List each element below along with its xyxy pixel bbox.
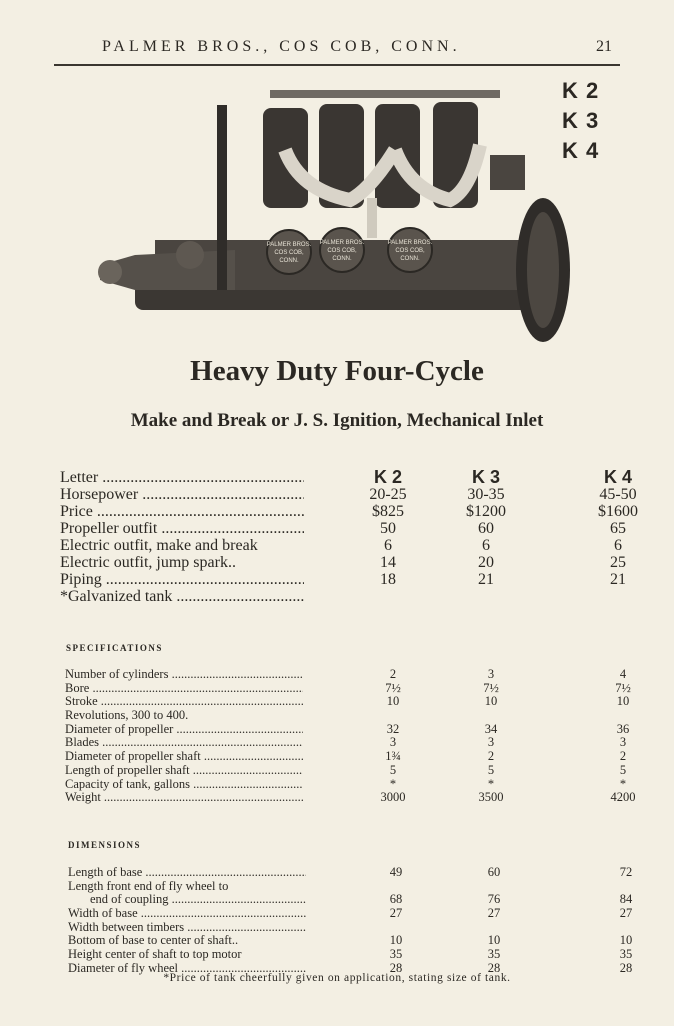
cell-value: 36 [616,721,630,736]
row-label: Revolutions, 300 to 400. [65,709,189,723]
row-label: Length front end of fly wheel to [68,879,229,893]
table-row [60,554,630,571]
cell-value: 5 [487,762,495,777]
row-label: Length of propeller shaft ..... [65,764,303,778]
cell-value: 32 [386,721,400,736]
table-row [68,893,638,907]
footnote: *Price of tank cheerfully given on application, stating size of tank. [163,972,511,984]
cell-value: 3 [487,667,495,681]
table-row [68,948,638,962]
row-label: Capacity of tank, gallons ..... [65,778,303,792]
cell-value: 4200 [610,790,636,805]
cell-value: * [619,776,627,791]
cell-value: * [389,776,397,791]
cell-value: 10 [487,933,501,948]
table-row [68,907,638,921]
page-number: 21 [596,38,612,55]
cell-value: 5 [389,762,397,777]
table-row [65,736,635,750]
section-heading-specifications: SPECIFICATIONS [66,643,163,653]
cell-value: 20 [478,554,494,571]
cell-value: 6 [614,537,622,554]
cell-value: 3500 [478,790,504,805]
table-row [65,778,635,792]
cell-value: 14 [380,554,396,571]
table-row [65,682,635,696]
row-label: Diameter of propeller shaft ..... [65,750,303,764]
model-tag: K 4 [562,138,600,163]
cell-value: 34 [484,721,498,736]
cell-value: 50 [380,520,396,537]
row-label: Length of base ..... [68,866,306,880]
row-label: Electric outfit, jump spark.. [60,554,236,571]
cell-value: 7½ [615,680,631,695]
table-row [68,921,638,935]
cell-value: 2 [389,667,397,681]
page-subtitle: Make and Break or J. S. Ignition, Mechanical Inlet [130,410,544,431]
row-label: Blades ..... [65,736,303,750]
dimensions-table [68,866,638,976]
row-label: Weight ..... [65,791,303,805]
column-header: K 4 [603,467,632,487]
row-label: end of coupling ..... [90,893,306,907]
table-header-row [60,469,630,486]
column-header: K 3 [471,467,500,487]
row-label: Propeller outfit ..... [60,520,304,537]
badge-text: CONN. [332,256,352,262]
table-row [65,764,635,778]
row-label: *Galvanized tank ..... [60,588,304,605]
row-label: Number of cylinders ..... [65,668,303,682]
badge-text: CONN. [279,258,299,264]
cell-value: 3 [389,735,397,750]
table-row [65,709,635,723]
cell-value: $1200 [466,503,506,520]
badge-text: COS COB, [274,250,304,256]
table-row [60,520,630,537]
row-label: Piping ..... [60,571,304,588]
page-header [54,38,620,66]
row-label: Width between timbers ..... [68,921,306,935]
row-label: Electric outfit, make and break [60,537,258,554]
cell-value: 35 [389,947,403,962]
cell-value: 18 [380,571,396,588]
badge-text: COS COB, [327,248,357,254]
badge-text: PALMER BROS. [387,240,433,246]
cell-value: 10 [386,694,400,709]
row-label: Bottom of base to center of shaft.. [68,934,239,948]
cell-value: 3 [619,735,627,750]
cell-value: 76 [487,892,501,907]
cell-value: 6 [384,537,392,554]
cell-value: $825 [372,503,404,520]
row-label: Diameter of fly wheel ..... [68,962,306,976]
cell-value: 21 [478,571,494,588]
row-label: Bore ..... [65,682,303,696]
cell-value: 49 [389,865,403,879]
cell-value: 3 [487,735,495,750]
cell-value: 25 [610,554,626,571]
row-label: Width of base ..... [68,907,306,921]
cell-value: $1600 [598,503,638,520]
cell-value: 21 [610,571,626,588]
cell-value: 2 [619,749,627,764]
cell-value: 10 [619,933,633,948]
cell-value: 84 [619,892,633,907]
table-row [60,503,638,520]
table-row [68,934,638,948]
cell-value: 60 [478,520,494,537]
cell-value: 35 [619,947,633,962]
cell-value: * [487,776,495,791]
table-row [68,880,638,894]
model-tag: K 2 [562,78,600,103]
cell-value: 10 [389,933,403,948]
row-label: Horsepower ..... [60,486,304,503]
table-row [65,791,635,805]
table-row [65,695,635,709]
cell-value: 27 [389,906,403,921]
cell-value: 20-25 [369,486,407,503]
cell-value: 72 [619,865,633,879]
cell-value: 7½ [385,680,401,695]
cell-value: 45-50 [599,486,637,503]
cell-value: 6 [482,537,490,554]
cell-value: 10 [484,694,498,709]
cell-value: 30-35 [467,486,505,503]
cell-value: 5 [619,762,627,777]
cell-value: 68 [389,892,403,907]
badge-text: PALMER BROS. [266,242,312,248]
table-row [68,866,638,880]
pricing-table [60,467,638,605]
table-row [65,668,635,682]
badge-text: CONN. [400,256,420,262]
row-label: Stroke ..... [65,695,303,709]
table-row [60,486,637,503]
row-label: Price ..... [60,503,304,520]
cell-value: 28 [389,960,403,975]
row-label: Letter ..... [60,469,304,486]
cell-value: 35 [487,947,501,962]
cell-value: 60 [487,865,501,879]
badge-text: PALMER BROS. [319,240,365,246]
cell-value: 28 [619,960,633,975]
column-header: K 2 [373,467,402,487]
table-row [60,537,630,554]
specifications-table [65,668,635,805]
cell-value: 2 [487,749,495,764]
cell-value: 28 [487,960,501,975]
page-title: Heavy Duty Four-Cycle [190,355,484,387]
model-tag: K 3 [562,108,600,133]
badge-text: COS COB, [395,248,425,254]
cell-value: 10 [616,694,630,709]
engine-illustration [95,80,580,345]
table-row [65,723,635,737]
cell-value: 27 [487,906,501,921]
table-row [60,571,630,588]
row-label: Diameter of propeller ..... [65,723,303,737]
cell-value: 65 [610,520,626,537]
cell-value: 3000 [380,790,406,805]
section-heading-dimensions: DIMENSIONS [68,840,142,850]
cell-value: 27 [619,906,633,921]
header-title: PALMER BROS., COS COB, CONN. [102,38,461,55]
table-row [65,750,635,764]
table-row [60,588,630,605]
cell-value: 1¾ [385,749,401,764]
row-label: Height center of shaft to top motor [68,948,242,962]
cell-value: 4 [619,667,627,681]
cell-value: 7½ [483,680,499,695]
